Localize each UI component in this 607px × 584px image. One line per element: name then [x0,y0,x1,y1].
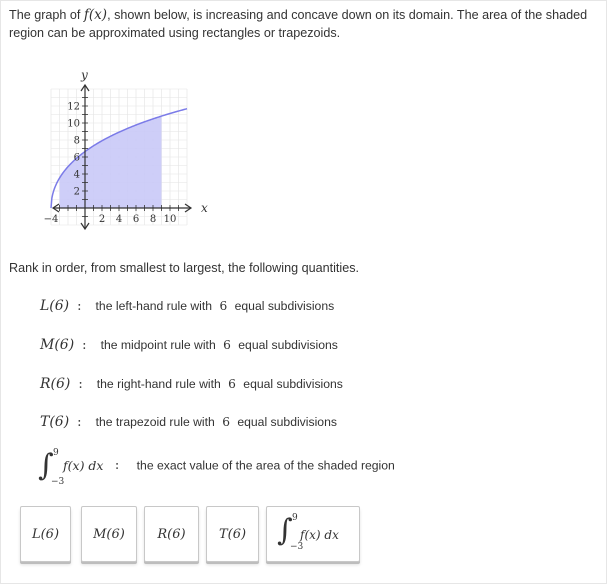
quantity-row-right [40,376,343,392]
y-tick-label: 12 [67,101,80,113]
quantity-symbol: R(6) [40,376,71,392]
intro-before: The graph of [9,8,81,22]
quantity-row-integral [38,448,395,487]
integral-lower-limit: −3 [290,542,304,552]
tile-label: T(6) [218,527,247,542]
quantity-row-trapezoid [40,414,337,430]
intro-text [9,6,599,42]
quantity-colon: : [114,458,120,473]
quantity-desc-end: equal subdivisions [237,415,337,429]
x-tick-label: 4 [115,214,123,225]
x-axis-label: x [201,201,208,215]
tile-label: L(6) [31,527,60,542]
function-graph [35,58,215,238]
quantity-desc-end: equal subdivisions [238,338,338,352]
tile-label: f(x) dx [300,528,339,542]
quantity-symbol: L(6) [40,298,70,314]
tile-right-rule[interactable] [144,506,199,562]
tile-left-rule[interactable] [20,506,71,562]
integral-lower-limit: −3 [51,477,65,487]
y-tick-label: 6 [73,152,80,164]
quantity-n: 6 [222,415,230,429]
intro-function: f(x) [83,7,108,23]
intro-after: , shown below, is increasing and concave down on its domain. The area of the shaded region can be approximated using rectangles or trapezoids. [9,8,588,40]
integral-sign-icon: ∫ [277,513,293,548]
quantity-desc: the left-hand rule with [95,299,213,313]
quantity-colon: : [77,299,82,314]
quantity-row-midpoint [40,337,338,353]
quantity-symbol: M(6) [40,337,75,353]
integral-upper-limit: 9 [292,513,298,523]
integrand: f(x) dx [63,458,104,473]
tile-label: M(6) [93,527,125,542]
x-tick-label: 10 [163,214,177,225]
y-tick-label: 4 [73,169,80,181]
y-tick-label: 8 [73,135,80,147]
quantity-colon: : [82,338,87,353]
tile-integral[interactable] [266,506,360,562]
quantity-row-left [40,298,334,314]
integral-sign-icon: ∫ [38,448,54,483]
x-tick-label: 8 [149,214,157,225]
quantity-colon: : [78,377,83,392]
tile-integral-expression [277,513,304,552]
quantity-desc: the right-hand rule with [96,377,221,391]
quantity-desc-end: equal subdivisions [234,299,335,313]
quantity-symbol: T(6) [40,414,70,430]
rank-prompt: Rank in order, from smallest to largest, the following quantities. [9,261,359,275]
quantity-n: 6 [219,299,228,313]
tile-midpoint-rule[interactable] [81,506,137,562]
quantity-colon: : [77,415,82,430]
quantity-n: 6 [228,377,236,391]
quantity-desc: the trapezoid rule with [95,415,215,429]
x-tick-label: 6 [132,214,140,225]
integral-desc: the exact value of the area of the shaded region [136,458,395,473]
quantity-n: 6 [223,338,231,352]
integral-upper-limit: 9 [53,448,59,458]
quantity-desc: the midpoint rule with [100,338,216,352]
x-tick-label: −4 [43,214,59,225]
y-axis-label: y [81,68,88,82]
tile-label: R(6) [157,527,186,542]
y-tick-label: 10 [67,118,80,130]
quantity-desc-end: equal subdivisions [243,377,343,391]
integral-expression [38,448,65,487]
y-tick-label: 2 [73,186,80,198]
tile-trapezoid-rule[interactable] [206,506,259,562]
x-tick-label: 2 [98,214,106,225]
